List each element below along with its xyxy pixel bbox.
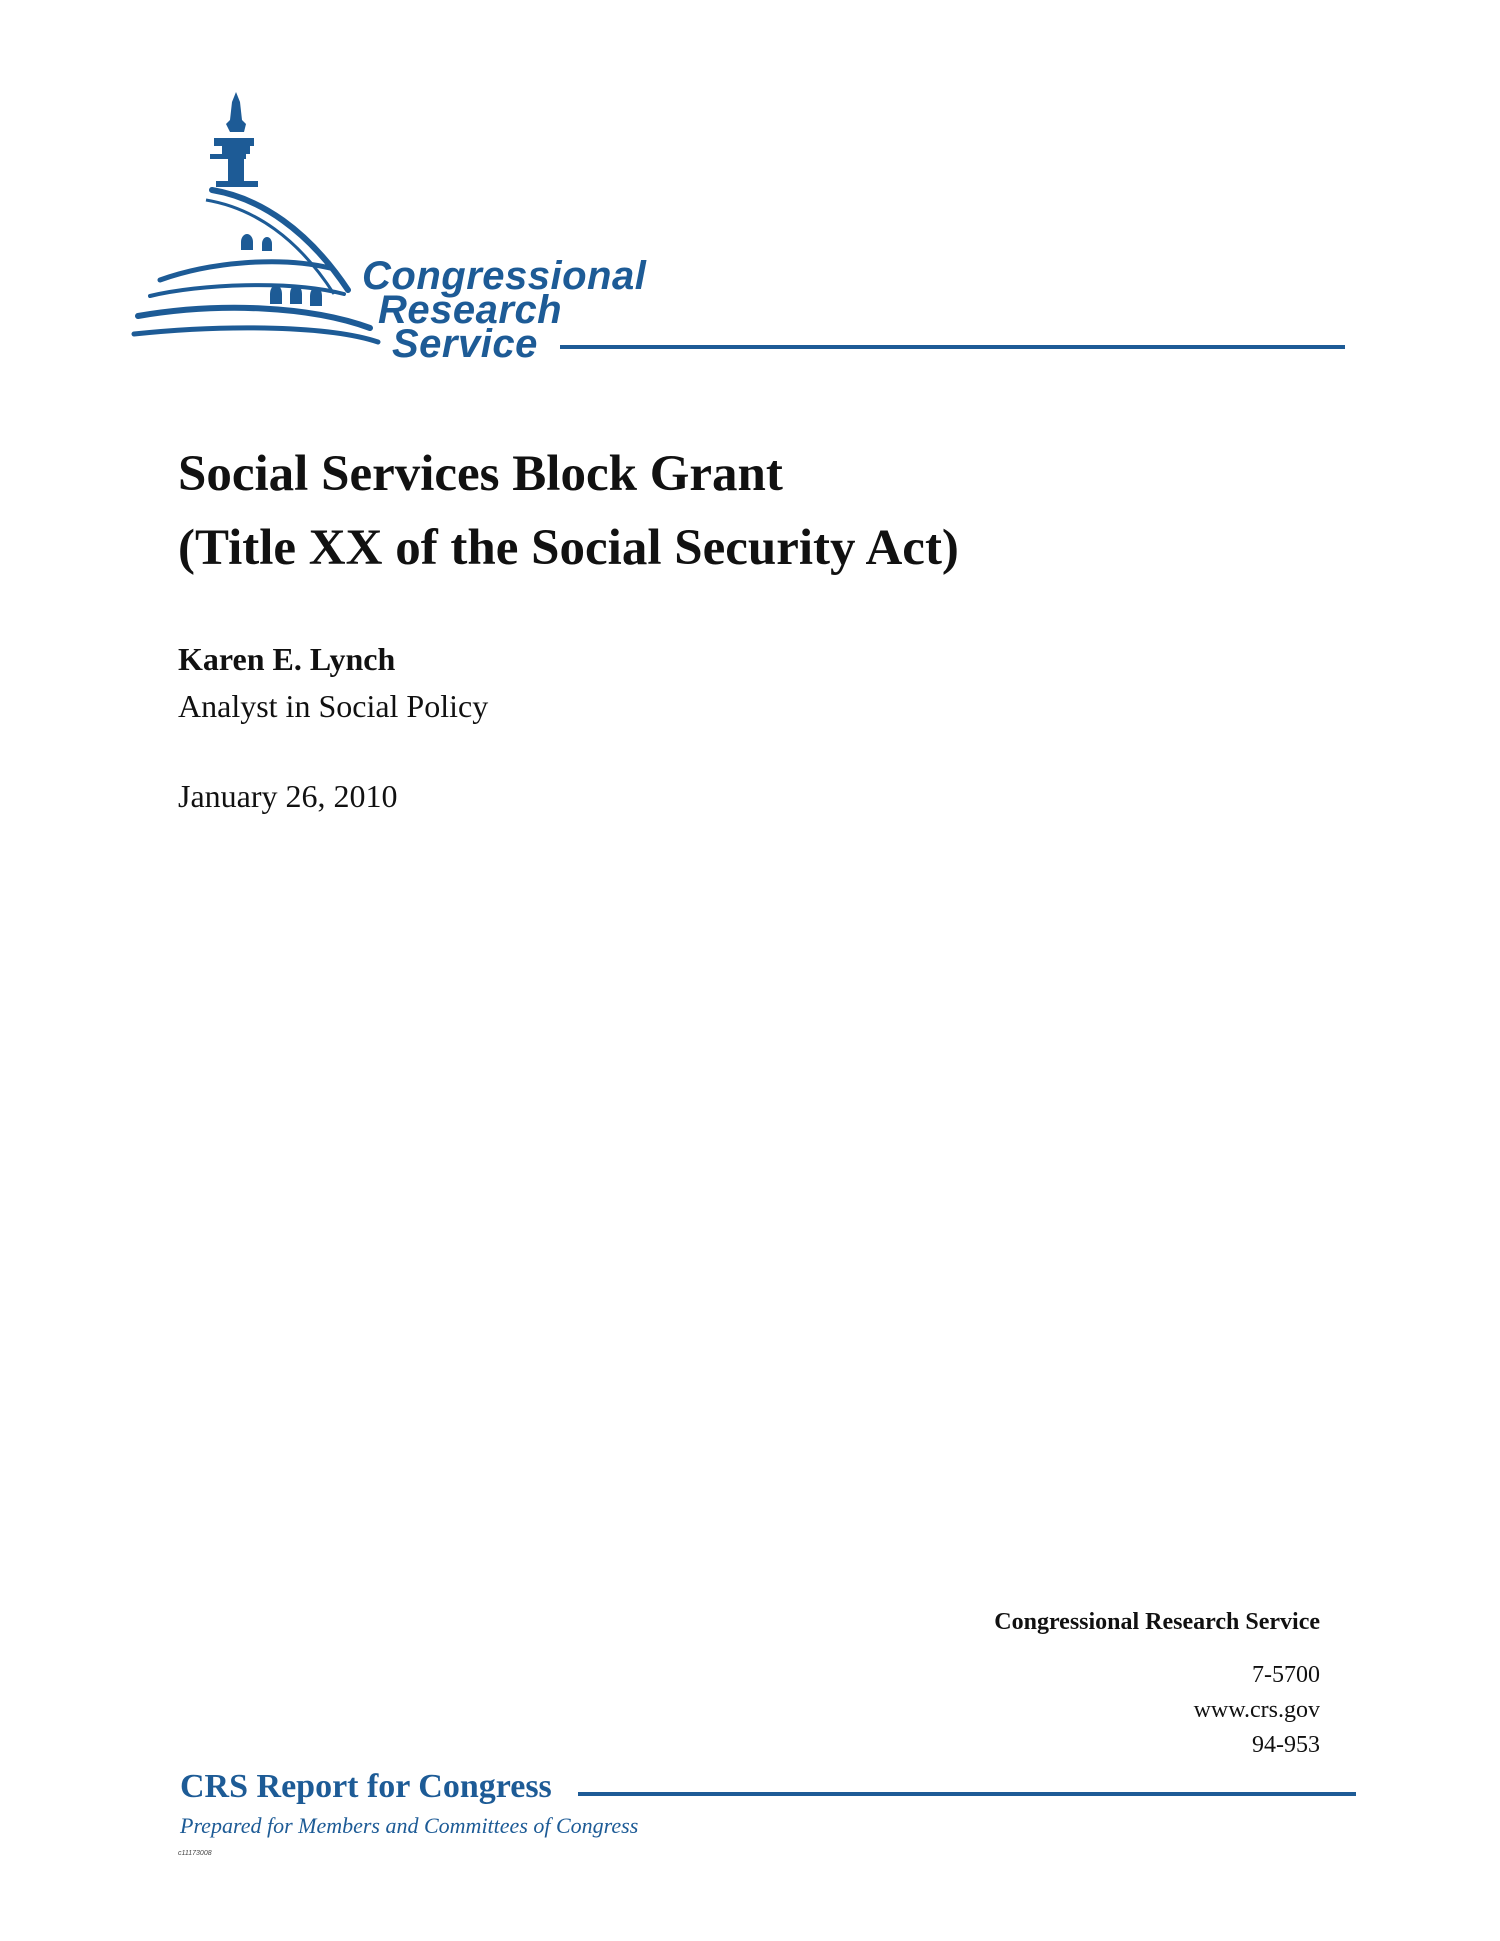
logo-text-congressional: Congressional [362,254,647,298]
logo-text-service: Service [392,322,538,366]
footer-rule [578,1792,1356,1796]
crs-report-number: 94-953 [1252,1732,1320,1758]
report-title-line-1: Social Services Block Grant [178,446,783,502]
report-title [178,437,959,585]
logo-rule [560,345,1345,349]
crs-name: Congressional Research Service [994,1609,1320,1635]
report-date: January 26, 2010 [178,778,398,814]
crs-logo [130,80,690,366]
document-code: c11173008 [178,1850,212,1857]
footer-title: CRS Report for Congress [180,1768,552,1805]
crs-phone: 7-5700 [1252,1662,1320,1688]
footer-subtitle: Prepared for Members and Committees of Congress [180,1813,639,1838]
author-name: Karen E. Lynch [178,641,396,677]
author-role: Analyst in Social Policy [178,688,489,724]
crs-info-block [994,1606,1320,1763]
crs-website[interactable]: www.crs.gov [1193,1697,1320,1723]
report-title-line-2: (Title XX of the Social Security Act) [178,520,959,576]
logo-text-research: Research [378,288,563,332]
